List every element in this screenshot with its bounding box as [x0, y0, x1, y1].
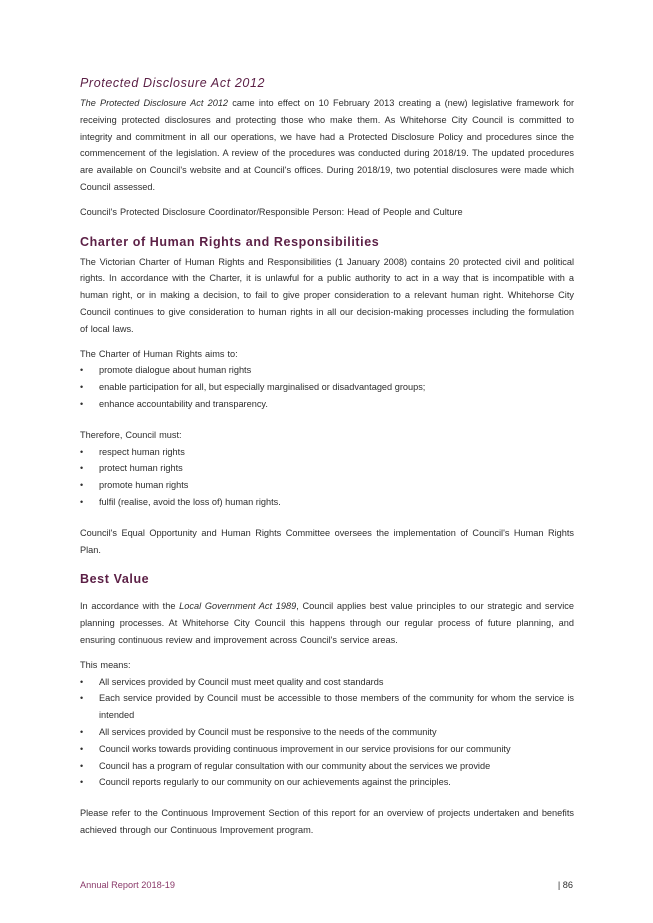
aims-intro: The Charter of Human Rights aims to: — [80, 348, 238, 359]
must-list — [80, 444, 574, 511]
list-item: • Each service provided by Council must be accessible to those members of the community for whom the service is intended — [80, 690, 574, 724]
protected-disclosure-text: came into effect on 10 February 2013 creating a (new) legislative framework for receiving protected disclosures and protecting those who make them. As Whitehorse City Council is committed to integrity and commitment in all our operations, we have had a Protected Disclosure Policy and procedures since the commencement of the legislation. A review of the procedures was conducted during 2018/19. The updated procedures are available on Council's website and at Council's offices. During 2018/19, two potential disclosures were made which Council assessed. — [80, 98, 574, 192]
must-intro: Therefore, Council must: — [80, 429, 182, 440]
protected-disclosure-paragraph — [80, 95, 574, 196]
human-rights-heading: Charter of Human Rights and Responsibilities — [80, 234, 380, 249]
list-item: • protect human rights — [80, 460, 574, 477]
list-item: • respect human rights — [80, 444, 574, 461]
list-item: • All services provided by Council must meet quality and cost standards — [80, 674, 574, 691]
means-intro: This means: — [80, 659, 131, 670]
disclosure-coordinator: Council's Protected Disclosure Coordinator/Responsible Person: Head of People and Culture — [80, 206, 463, 217]
protected-disclosure-heading: Protected Disclosure Act 2012 — [80, 76, 266, 90]
list-item: • promote human rights — [80, 477, 574, 494]
best-value-heading: Best Value — [80, 572, 150, 587]
human-rights-paragraph: The Victorian Charter of Human Rights and Responsibilities (1 January 2008) contains 20 protected civil and political rights. In accordance with the Charter, it is unlawful for a public authority to act in a way that is incompatible with a human right, or in making a decision, to fail to give proper consideration to a relevant human right. Whitehorse City Council continues to give consideration to human rights in all our decision-making processes including the formulation of local laws. — [80, 256, 574, 334]
aims-list — [80, 362, 574, 412]
list-item: • All services provided by Council must be responsive to the needs of the community — [80, 724, 574, 741]
list-item: • promote dialogue about human rights — [80, 362, 574, 379]
best-value-text-a: In accordance with the — [80, 601, 180, 612]
means-list — [80, 674, 574, 792]
list-item: • Council works towards providing continuous improvement in our service provisions for our community — [80, 741, 574, 758]
list-item: • Council reports regularly to our community on our achievements against the principles. — [80, 774, 574, 791]
act-title: The Protected Disclosure Act 2012 — [80, 98, 229, 108]
list-item: • fulfil (realise, avoid the loss of) human rights. — [80, 494, 574, 511]
best-value-text-b: , Council applies best value principles to our strategic and service planning processes. At Whitehorse City Council this happens through our regular process of future planning, and ensuring continuous review and improvement across Council's service areas. — [80, 601, 574, 645]
document-body — [80, 76, 574, 839]
list-item: • enhance accountability and transparency. — [80, 396, 574, 413]
best-value-paragraph — [80, 598, 574, 648]
committee-paragraph: Council's Equal Opportunity and Human Rights Committee oversees the implementation of Council's Human Rights Plan. — [80, 527, 574, 555]
list-item: • Council has a program of regular consultation with our community about the services we provide — [80, 758, 574, 775]
refer-paragraph: Please refer to the Continuous Improvement Section of this report for an overview of projects undertaken and benefits achieved through our Continuous Improvement program. — [80, 808, 574, 835]
page-number: | 86 — [557, 880, 573, 890]
list-item: • enable participation for all, but especially marginalised or disadvantaged groups; — [80, 379, 574, 396]
local-government-act: Local Government Act 1989 — [179, 601, 297, 612]
footer-report-title: Annual Report 2018-19 — [80, 880, 176, 890]
